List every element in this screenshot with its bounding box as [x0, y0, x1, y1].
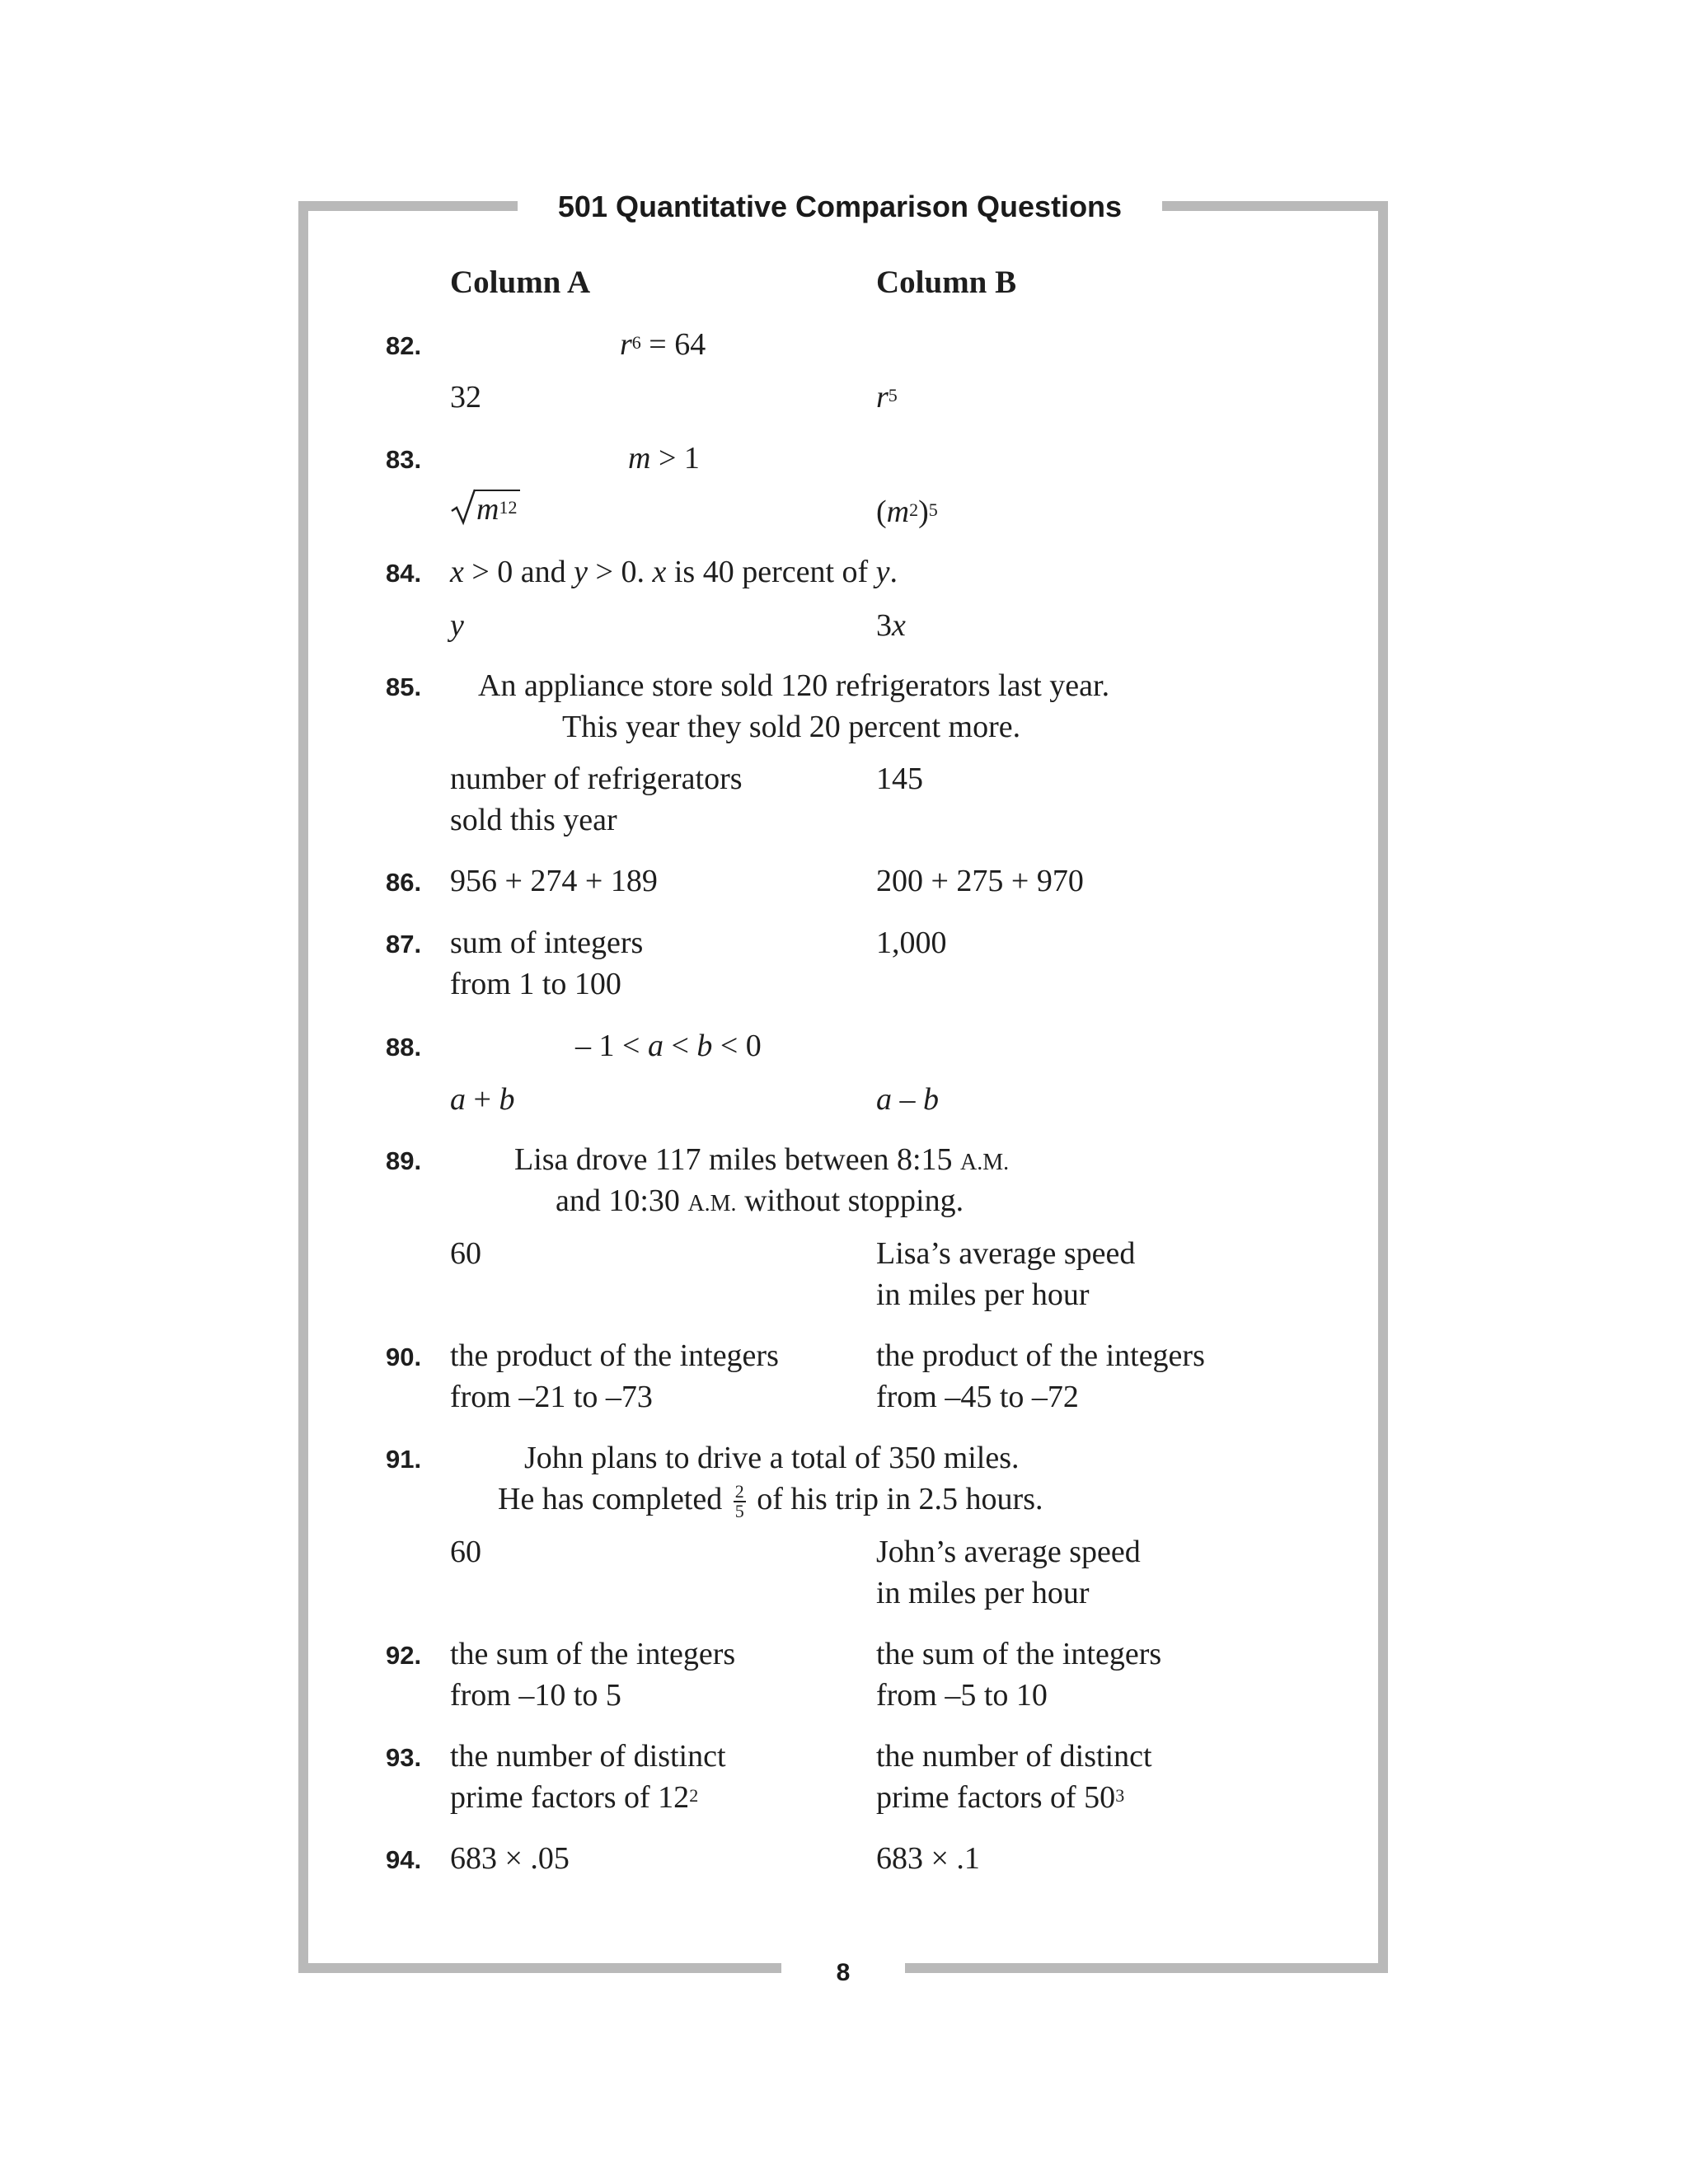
q88-condition: – 1 < a < b < 0: [575, 1029, 762, 1063]
q83-column-b: $(m^2)^5$: [876, 494, 938, 529]
q87-column-a: sum of integers: [450, 926, 644, 960]
q88-column-b: a – b: [876, 1082, 939, 1117]
q88-column-a: a + b: [450, 1082, 515, 1117]
q85-condition-line: This year they sold 20 percent more.: [562, 710, 1021, 744]
q87-column-a: from 1 to 100: [450, 967, 621, 1001]
q89-column-b: in miles per hour: [876, 1277, 1090, 1312]
q91-condition-line: He has completed $\frac{2}{5}$ of his trip in 2.5 hours.: [498, 1481, 1043, 1522]
q89-column-b: Lisa’s average speed: [876, 1236, 1136, 1271]
q90-column-b: from –45 to –72: [876, 1380, 1079, 1414]
q84-condition: x > 0 and y > 0. x is 40 percent of y.: [450, 555, 898, 589]
q93-column-b: prime factors of $50^3$: [876, 1780, 1125, 1815]
q92-column-a: from –10 to 5: [450, 1678, 621, 1713]
question-number: 91.: [386, 1445, 422, 1474]
q82-column-b: $r^5$: [876, 380, 898, 415]
q84-column-a: y: [450, 608, 464, 643]
q91-column-a: 60: [450, 1535, 481, 1569]
q84-column-b: 3x: [876, 608, 906, 643]
q91-column-b: in miles per hour: [876, 1576, 1090, 1610]
q85-column-b: 145: [876, 762, 923, 796]
question-number: 89.: [386, 1146, 422, 1175]
question-number: 93.: [386, 1743, 422, 1772]
question-number: 83.: [386, 445, 422, 474]
column-b-heading: Column B: [876, 265, 1017, 300]
question-number: 92.: [386, 1641, 422, 1670]
q94-column-b: 683 × .1: [876, 1841, 980, 1876]
question-number: 94.: [386, 1845, 422, 1874]
question-number: 82.: [386, 331, 422, 360]
running-header: 501 Quantitative Comparison Questions: [518, 186, 1162, 227]
question-number: 90.: [386, 1343, 422, 1371]
q92-column-b: from –5 to 10: [876, 1678, 1048, 1713]
q85-column-a: sold this year: [450, 803, 617, 837]
q85-condition-line: An appliance store sold 120 refrigerators last year.: [478, 668, 1110, 703]
q82-column-a: 32: [450, 380, 481, 415]
question-number: 87.: [386, 930, 422, 958]
q82-condition: $r^6 = 64$: [620, 327, 706, 362]
question-number: 84.: [386, 559, 422, 588]
square-root-icon: $m^{12}$: [450, 488, 520, 527]
q93-column-b: the number of distinct: [876, 1739, 1152, 1774]
q92-column-b: the sum of the integers: [876, 1637, 1162, 1671]
column-a-heading: Column A: [450, 265, 591, 300]
q90-column-b: the product of the integers: [876, 1338, 1205, 1373]
q91-column-b: John’s average speed: [876, 1535, 1141, 1569]
q86-column-a: 956 + 274 + 189: [450, 864, 658, 898]
q94-column-a: 683 × .05: [450, 1841, 570, 1876]
q87-column-b: 1,000: [876, 926, 947, 960]
q89-column-a: 60: [450, 1236, 481, 1271]
q91-condition-line: John plans to drive a total of 350 miles.: [524, 1441, 1020, 1475]
q86-column-b: 200 + 275 + 970: [876, 864, 1084, 898]
q89-condition-line: Lisa drove 117 miles between 8:15 A.M.: [514, 1142, 1010, 1177]
q93-column-a: the number of distinct: [450, 1739, 726, 1774]
q90-column-a: from –21 to –73: [450, 1380, 653, 1414]
q93-column-a: prime factors of $12^2$: [450, 1780, 699, 1815]
q89-condition-line: and 10:30 A.M. without stopping.: [556, 1183, 964, 1218]
question-number: 86.: [386, 868, 422, 897]
two-fifths-fraction: $\frac{2}{5}$: [734, 1481, 744, 1522]
q83-condition: m > 1: [628, 441, 700, 476]
q85-column-a: number of refrigerators: [450, 762, 743, 796]
q83-column-a: [450, 488, 520, 537]
question-number: 85.: [386, 673, 422, 701]
q92-column-a: the sum of the integers: [450, 1637, 736, 1671]
question-number: 88.: [386, 1033, 422, 1062]
page-number: 8: [781, 1953, 905, 1993]
q90-column-a: the product of the integers: [450, 1338, 779, 1373]
